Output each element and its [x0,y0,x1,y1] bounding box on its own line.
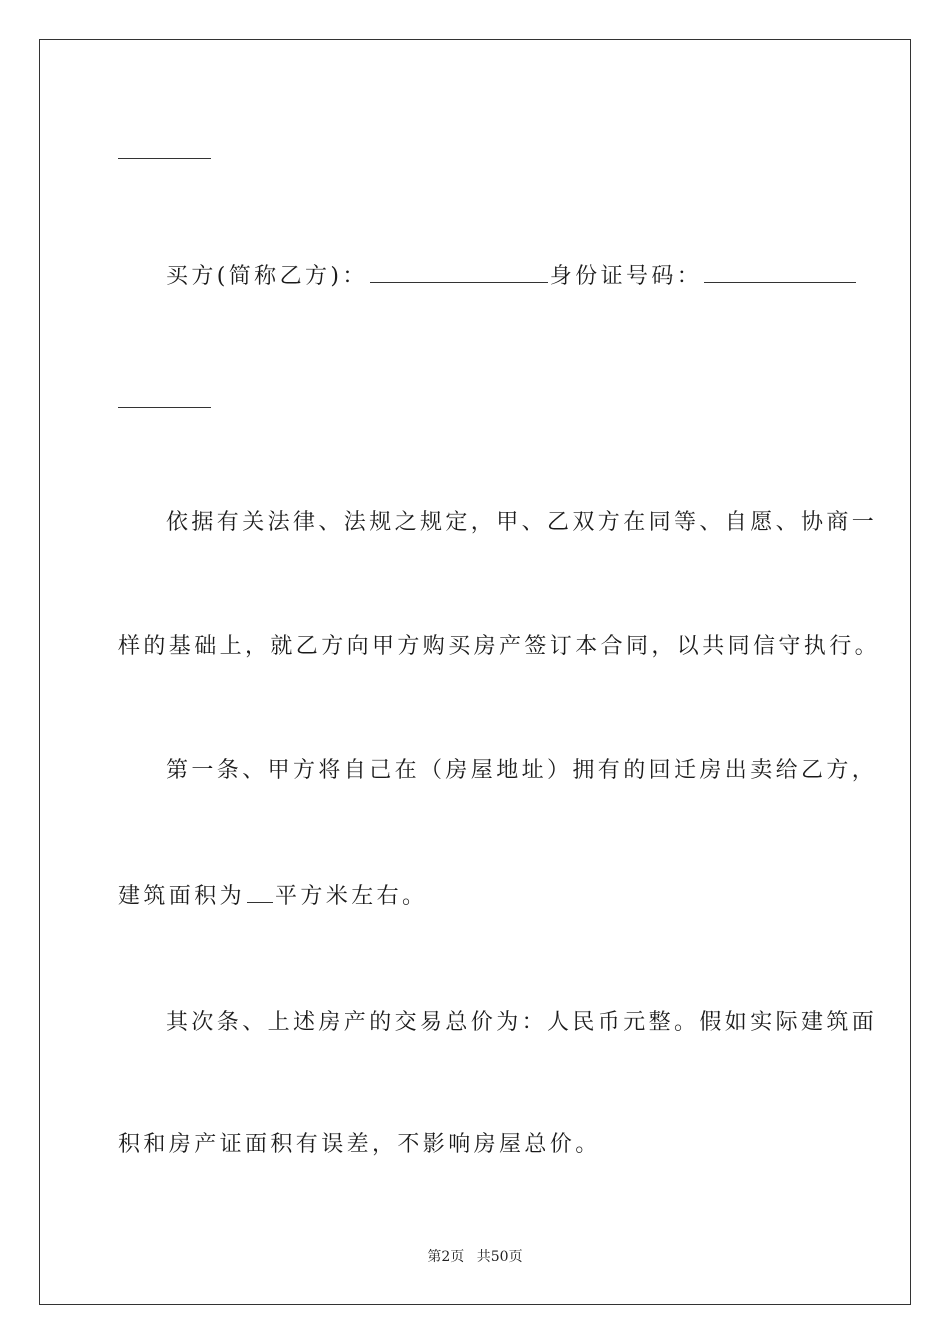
area-blank [247,880,273,903]
buyer-name-blank [370,260,548,283]
blank-line-continuation [118,407,211,408]
buyer-label: 买方(简称乙方)： [166,264,368,289]
area-prefix: 建筑面积为 [118,884,246,909]
paragraph-2-line-2 [118,880,427,912]
id-label: 身份证号码： [549,264,703,289]
id-number-blank [704,260,856,283]
buyer-line [166,260,858,292]
page-number: 第2页 [427,1249,465,1265]
paragraph-1-line-1: 依据有关法律、法规之规定，甲、乙双方在同等、自愿、协商一 [166,510,878,535]
paragraph-3-line-2: 积和房产证面积有误差，不影响房屋总价。 [118,1132,601,1157]
page-border [39,39,911,1305]
paragraph-3-line-1: 其次条、上述房产的交易总价为：人民币元整。假如实际建筑面 [166,1010,878,1035]
blank-line-top [118,158,211,159]
paragraph-2-line-1: 第一条、甲方将自己在（房屋地址）拥有的回迁房出卖给乙方， [166,758,878,783]
page-total: 共50页 [476,1249,523,1265]
page-footer [0,1247,950,1267]
paragraph-1-line-2: 样的基础上，就乙方向甲方购买房产签订本合同，以共同信守执行。 [118,634,881,659]
area-suffix: 平方米左右。 [275,884,428,909]
